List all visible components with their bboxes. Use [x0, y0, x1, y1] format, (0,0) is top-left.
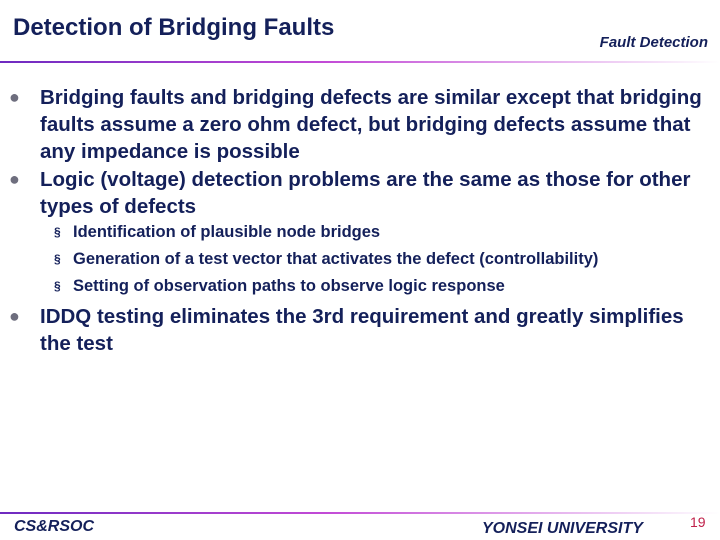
bullet-dot-icon: ●: [9, 306, 20, 326]
bullet-item: [9, 166, 710, 220]
sub-bullet-square-icon: §: [54, 252, 61, 266]
footer-org: CS&RSOC: [14, 518, 95, 535]
sub-bullet-square-icon: §: [54, 279, 61, 293]
sub-bullet-text: Identification of plausible node bridges: [73, 223, 381, 241]
bullet-text: Bridging faults and bridging defects are similar except that bridging faults assume a zero ohm defect, but bridging defects assume that any impedance is possible: [40, 86, 702, 163]
bullet-text: Logic (voltage) detection problems are the same as those for other types of defects: [40, 168, 691, 218]
sub-bullet-text: Setting of observation paths to observe logic response: [73, 277, 505, 295]
section-label: Fault Detection: [599, 34, 708, 51]
sub-bullet-square-icon: §: [54, 225, 61, 239]
slide-title: Detection of Bridging Faults: [13, 14, 335, 41]
bullet-dot-icon: ●: [9, 87, 20, 107]
sub-bullet-item: [54, 219, 713, 246]
bullet-dot-icon: ●: [9, 169, 20, 189]
footer-university: YONSEI UNIVERSITY: [482, 520, 643, 537]
bullet-item: [9, 84, 710, 165]
bullet-item: [9, 303, 710, 357]
sub-bullet-item: [54, 246, 713, 273]
page-number: 19: [690, 514, 706, 530]
sub-bullet-item: [54, 273, 713, 300]
sub-bullet-text: Generation of a test vector that activates the defect (controllability): [73, 250, 599, 268]
top-divider: [0, 61, 720, 63]
bullet-text: IDDQ testing eliminates the 3rd requirement and greatly simplifies the test: [40, 305, 684, 355]
bottom-divider: [0, 512, 720, 514]
